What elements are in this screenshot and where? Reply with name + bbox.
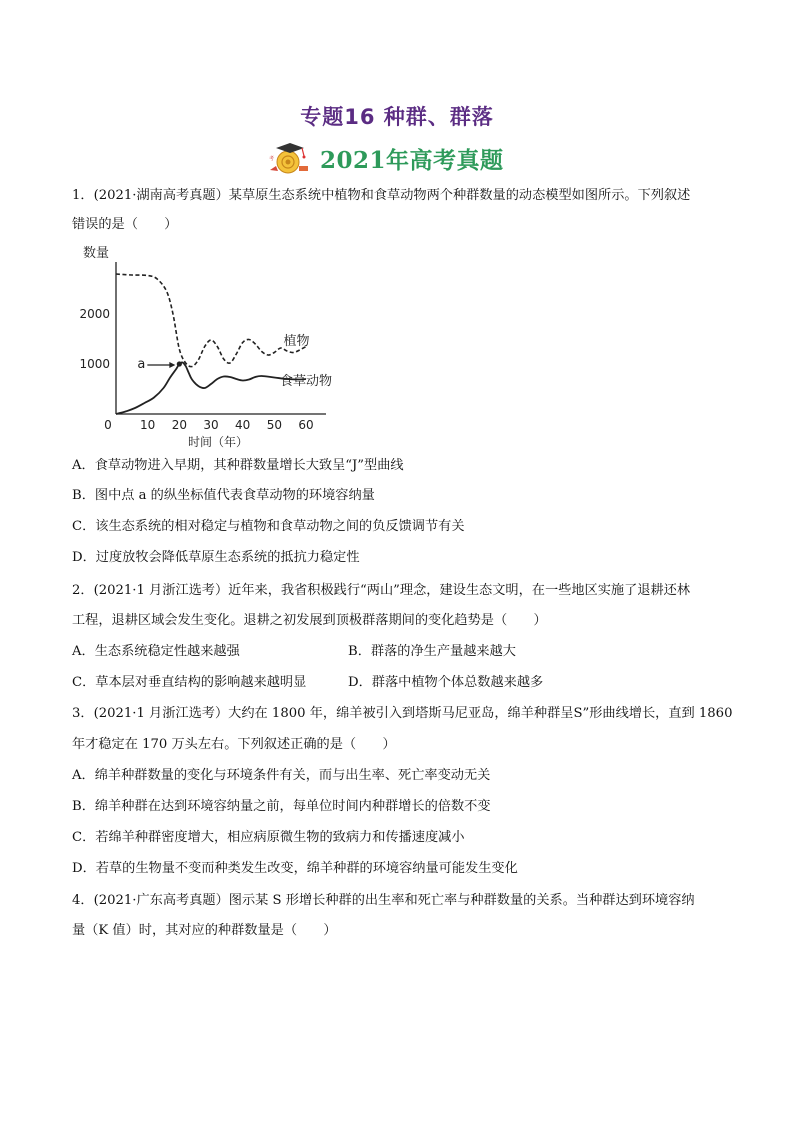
q1-stem-line-2: 错误的是（ ）: [72, 217, 178, 232]
q1-option-c: C．该生态系统的相对稳定与植物和食草动物之间的负反馈调节有关: [72, 519, 465, 534]
q4-stem-line-2: 量（K 值）时，其对应的种群数量是（ ）: [72, 923, 337, 938]
q3-option-a: A．绵羊种群数量的变化与环境条件有关，而与出生率、死亡率变动无关: [72, 768, 491, 783]
plant-series-line: [116, 274, 306, 367]
point-a-marker: [177, 361, 182, 366]
svg-text:考: 考: [269, 156, 275, 162]
x-axis-label: 时间（年）: [187, 435, 249, 449]
q2-stem-line-2: 工程，退耕区域会发生变化。退耕之初发展到顶极群落期间的变化趋势是（ ）: [72, 613, 547, 628]
x-tick-label: 60: [298, 418, 314, 432]
herbivore-series-label: 食草动物: [279, 374, 333, 389]
q2-option-c: C．草本层对垂直结构的影响越来越明显: [72, 675, 307, 690]
q3-option-c: C．若绵羊种群密度增大，相应病原微生物的致病力和传播速度减小: [72, 830, 465, 845]
x-tick-label: 20: [171, 418, 187, 432]
q4-stem-line-1: 4．(2021·广东高考真题）图示某 S 形增长种群的出生率和死亡率与种群数量的关系。当种群达到环境容纳: [72, 893, 695, 908]
q3-option-d: D．若草的生物量不变而种类发生改变，绵羊种群的环境容纳量可能发生变化: [72, 861, 518, 876]
page-subtitle: 2021年高考真题: [320, 146, 504, 174]
y-axis-label: 数量: [82, 246, 110, 261]
q1-option-b: B．图中点 a 的纵坐标值代表食草动物的环境容纳量: [72, 488, 375, 503]
y-tick-label: 1000: [79, 357, 110, 371]
q3-option-b: B．绵羊种群在达到环境容纳量之前，每单位时间内种群增长的倍数不变: [72, 799, 491, 814]
q1-option-d: D．过度放牧会降低草原生态系统的抵抗力稳定性: [72, 550, 360, 565]
graduate-mascot-icon: [266, 140, 312, 176]
q3-stem-line-1: 3．(2021·1 月浙江选考）大约在 1800 年，绵羊被引入到塔斯马尼亚岛，绵羊种群呈S”形曲线增长，直到 1860: [72, 706, 733, 721]
x-tick-label: 0: [104, 418, 112, 432]
point-a-label: a: [137, 357, 146, 372]
q2-option-d: D．群落中植物个体总数越来越多: [348, 675, 544, 690]
x-tick-label: 30: [203, 418, 219, 432]
population-dynamics-chart: [76, 240, 346, 450]
y-tick-label: 2000: [79, 307, 110, 321]
x-tick-label: 10: [140, 418, 156, 432]
q2-stem-line-1: 2．(2021·1 月浙江选考）近年来，我省积极践行“两山”理念，建设生态文明，在一些地区实施了退耕还林: [72, 583, 691, 598]
plant-series-label: 植物: [283, 334, 310, 349]
q1-stem-line-1: 1．(2021·湖南高考真题）某草原生态系统中植物和食草动物两个种群数量的动态模型如图所示。下列叙述: [72, 188, 691, 203]
q3-stem-line-2: 年才稳定在 170 万头左右。下列叙述正确的是（ ）: [72, 737, 396, 752]
subtitle-row: [266, 140, 504, 176]
x-tick-label: 40: [235, 418, 251, 432]
page-title: 专题16 种群、群落: [300, 105, 494, 129]
q1-option-a: A．食草动物进入早期，其种群数量增长大致呈“J”型曲线: [72, 458, 404, 473]
point-a-arrowhead: [169, 362, 175, 368]
q2-option-b: B．群落的净生产量越来越大: [348, 644, 516, 659]
x-tick-label: 50: [266, 418, 282, 432]
q2-option-a: A．生态系统稳定性越来越强: [72, 644, 240, 659]
